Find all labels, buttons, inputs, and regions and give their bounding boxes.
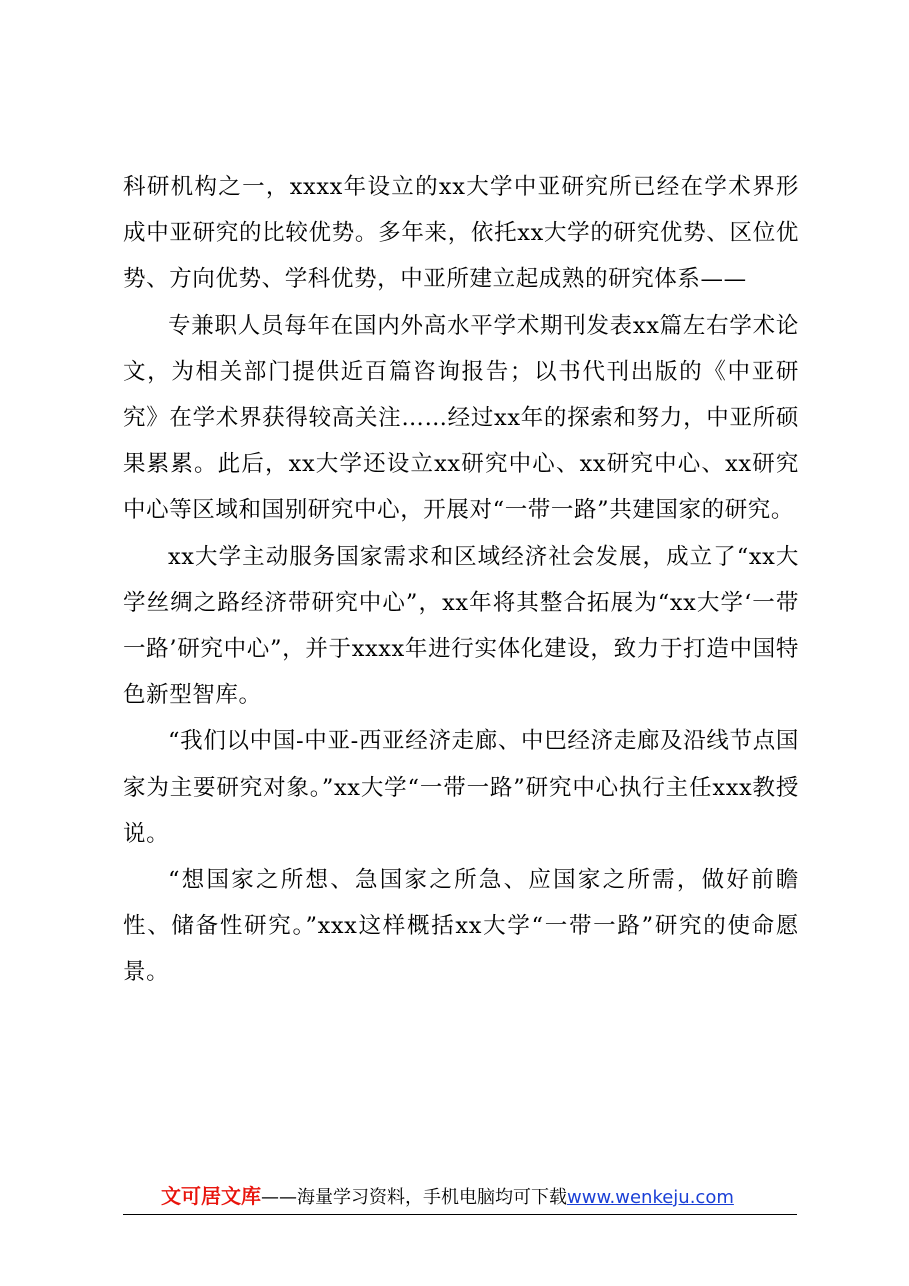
footer-website-link[interactable]: www.wenkeju.com [567, 1187, 734, 1208]
paragraph-5: “想国家之所想、急国家之所急、应国家之所需，做好前瞻性、储备性研究。”xxx这样概括xx大学“一带一路”研究的使命愿景。 [123, 867, 799, 986]
paragraph-3: xx大学主动服务国家需求和区域经济社会发展，成立了“xx大学丝绸之路经济带研究中心”，xx年将其整合拓展为“xx大学‘一带一路’研究中心”，并于xxxx年进行实体化建设，致力于打造中国特色新型智库。 [123, 543, 799, 709]
paragraph-4: “我们以中国-中亚-西亚经济走廊、中巴经济走廊及沿线节点国家为主要研究对象。”xx大学“一带一路”研究中心执行主任xxx教授说。 [123, 728, 799, 847]
page-footer [123, 1178, 797, 1215]
footer-slogan: ——海量学习资料，手机电脑均可下载 [261, 1187, 567, 1208]
footer-brand: 文可居文库 [161, 1184, 261, 1208]
footer-banner [161, 1184, 734, 1210]
paragraph-2: 专兼职人员每年在国内外高水平学术期刊发表xx篇左右学术论文，为相关部门提供近百篇咨询报告；以书代刊出版的《中亚研究》在学术界获得较高关注……经过xx年的探索和努力，中亚所硕果累累。此后，xx大学还设立xx研究中心、xx研究中心、xx研究中心等区域和国别研究中心，开展对“一带一路”共建国家的研究。 [123, 312, 799, 524]
document-body [123, 164, 799, 996]
paragraph-1: 科研机构之一，xxxx年设立的xx大学中亚研究所已经在学术界形成中亚研究的比较优势。多年来，依托xx大学的研究优势、区位优势、方向优势、学科优势，中亚所建立起成熟的研究体系—— [123, 174, 799, 293]
